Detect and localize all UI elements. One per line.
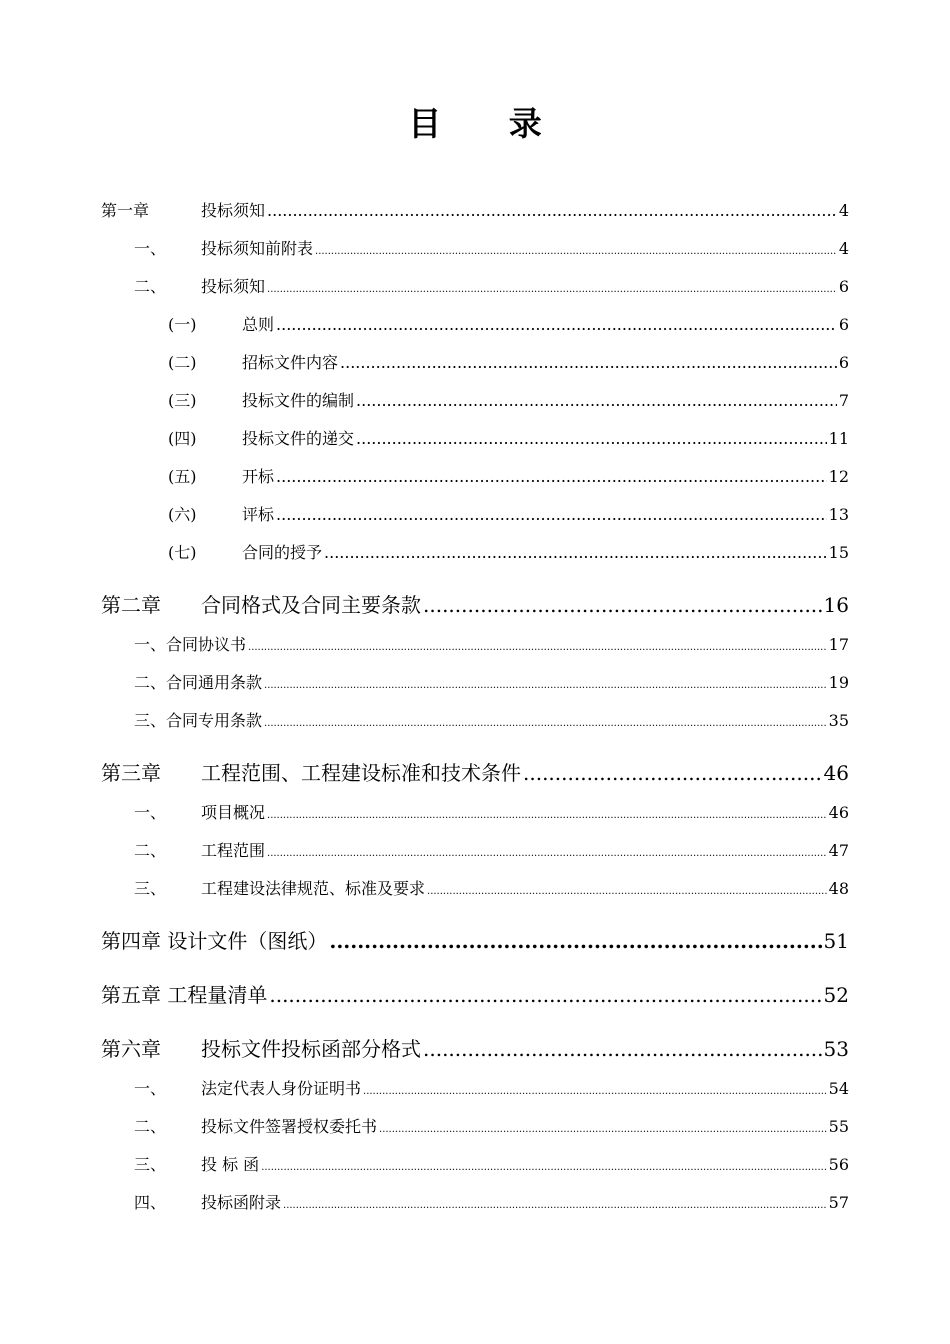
page-number: 6 (838, 277, 849, 296)
leader-dots (267, 285, 837, 295)
leader-dots (423, 595, 822, 615)
toc-subitem[interactable] (168, 464, 849, 487)
toc-item[interactable] (134, 1114, 849, 1137)
page-number: 55 (828, 1117, 849, 1136)
toc-item[interactable] (134, 1190, 849, 1213)
toc-item[interactable] (134, 876, 849, 899)
page-number: 48 (828, 879, 849, 898)
chapter-number: 第六章 (101, 1037, 161, 1061)
page-number: 7 (838, 391, 849, 410)
page-number: 15 (828, 543, 849, 562)
page-number: 46 (828, 803, 849, 822)
page-number: 6 (838, 353, 849, 372)
leader-dots (269, 985, 821, 1005)
item-number: 二、 (134, 841, 167, 860)
subitem-title: 总则 (242, 315, 275, 334)
item-title: 投标文件签署授权委托书 (201, 1117, 378, 1136)
item-number: 二、 (134, 1117, 167, 1136)
page-number: 4 (838, 201, 849, 220)
leader-dots (283, 1201, 827, 1211)
toc-item[interactable] (134, 708, 849, 731)
toc-chapter-5[interactable] (101, 979, 849, 1008)
leader-dots (315, 247, 837, 257)
page-number: 51 (823, 929, 849, 953)
leader-dots (267, 849, 827, 859)
item-number: 一、 (134, 803, 167, 822)
subitem-title: 合同的授予 (242, 543, 323, 562)
page-number: 4 (838, 239, 849, 258)
toc-subitem[interactable] (168, 540, 849, 563)
item-title: 工程建设法律规范、标准及要求 (201, 879, 426, 898)
leader-dots (423, 1039, 822, 1059)
item-title: 二、合同通用条款 (134, 673, 263, 692)
toc-title: 目 录 (408, 104, 570, 143)
toc-subitem[interactable] (168, 502, 849, 525)
chapter-title: 投标须知 (201, 201, 266, 220)
chapter-title: 第五章 工程量清单 (101, 983, 268, 1007)
subitem-number: (六) (168, 505, 197, 524)
item-number: 二、 (134, 277, 167, 296)
subitem-number: (四) (168, 429, 197, 448)
page-number: 52 (823, 983, 849, 1007)
chapter-title: 投标文件投标函部分格式 (201, 1037, 421, 1061)
page-number: 12 (828, 467, 849, 486)
toc-item[interactable] (134, 1076, 849, 1099)
item-title: 投 标 函 (201, 1155, 260, 1174)
leader-dots (523, 763, 822, 783)
toc-chapter-3[interactable] (101, 757, 849, 786)
item-number: 三、 (134, 1155, 167, 1174)
subitem-title: 开标 (242, 467, 275, 486)
item-title: 工程范围 (201, 841, 266, 860)
chapter-title: 第四章 设计文件（图纸） (101, 929, 328, 953)
toc-chapter-2[interactable] (101, 589, 849, 618)
page-number: 19 (828, 673, 849, 692)
toc-item[interactable] (134, 236, 849, 259)
leader-dots (356, 431, 827, 447)
leader-dots (261, 1163, 826, 1173)
item-number: 一、 (134, 239, 167, 258)
subitem-number: (五) (168, 467, 197, 486)
toc-item[interactable] (134, 838, 849, 861)
leader-dots (329, 931, 821, 951)
toc-chapter-1[interactable] (101, 198, 849, 221)
chapter-title: 工程范围、工程建设标准和技术条件 (201, 761, 521, 785)
leader-dots (427, 887, 827, 897)
item-title: 三、合同专用条款 (134, 711, 263, 730)
leader-dots (267, 811, 827, 821)
page-number: 17 (828, 635, 849, 654)
leader-dots (363, 1087, 827, 1097)
leader-dots (379, 1125, 827, 1135)
leader-dots (267, 203, 837, 219)
toc-item[interactable] (134, 632, 849, 655)
chapter-title: 合同格式及合同主要条款 (201, 593, 421, 617)
item-number: 三、 (134, 879, 167, 898)
subitem-title: 招标文件内容 (242, 353, 339, 372)
page-number: 46 (823, 761, 849, 785)
toc-item[interactable] (134, 800, 849, 823)
leader-dots (264, 681, 827, 691)
toc-subitem[interactable] (168, 312, 849, 335)
toc-subitem[interactable] (168, 388, 849, 411)
subitem-title: 投标文件的编制 (242, 391, 355, 410)
page-number: 53 (823, 1037, 849, 1061)
toc-subitem[interactable] (168, 426, 849, 449)
subitem-number: (七) (168, 543, 197, 562)
page-number: 56 (828, 1155, 849, 1174)
toc-item[interactable] (134, 670, 849, 693)
chapter-number: 第一章 (101, 201, 150, 220)
leader-dots (276, 469, 827, 485)
page-number: 54 (828, 1079, 849, 1098)
item-title: 项目概况 (201, 803, 266, 822)
item-title: 投标函附录 (201, 1193, 282, 1212)
toc-chapter-4[interactable] (101, 925, 849, 954)
item-number: 四、 (134, 1193, 167, 1212)
page-number: 47 (828, 841, 849, 860)
chapter-number: 第二章 (101, 593, 161, 617)
leader-dots (356, 393, 837, 409)
leader-dots (276, 317, 837, 333)
leader-dots (340, 355, 837, 371)
page-number: 13 (828, 505, 849, 524)
subitem-title: 投标文件的递交 (242, 429, 355, 448)
subitem-number: (一) (168, 315, 197, 334)
item-number: 一、 (134, 1079, 167, 1098)
leader-dots (248, 643, 827, 653)
toc-chapter-6[interactable] (101, 1033, 849, 1062)
chapter-number: 第三章 (101, 761, 161, 785)
page-number: 6 (838, 315, 849, 334)
leader-dots (324, 545, 827, 561)
leader-dots (276, 507, 827, 523)
toc-subitem[interactable] (168, 350, 849, 373)
item-title: 投标须知前附表 (201, 239, 314, 258)
subitem-number: (二) (168, 353, 197, 372)
subitem-number: (三) (168, 391, 197, 410)
toc-item[interactable] (134, 1152, 849, 1175)
item-title: 法定代表人身份证明书 (201, 1079, 362, 1098)
page-number: 11 (828, 429, 849, 448)
toc-item[interactable] (134, 274, 849, 297)
page-number: 16 (823, 593, 849, 617)
leader-dots (264, 719, 827, 729)
item-title: 一、合同协议书 (134, 635, 247, 654)
item-title: 投标须知 (201, 277, 266, 296)
subitem-title: 评标 (242, 505, 275, 524)
page-number: 35 (828, 711, 849, 730)
page-number: 57 (828, 1193, 849, 1212)
